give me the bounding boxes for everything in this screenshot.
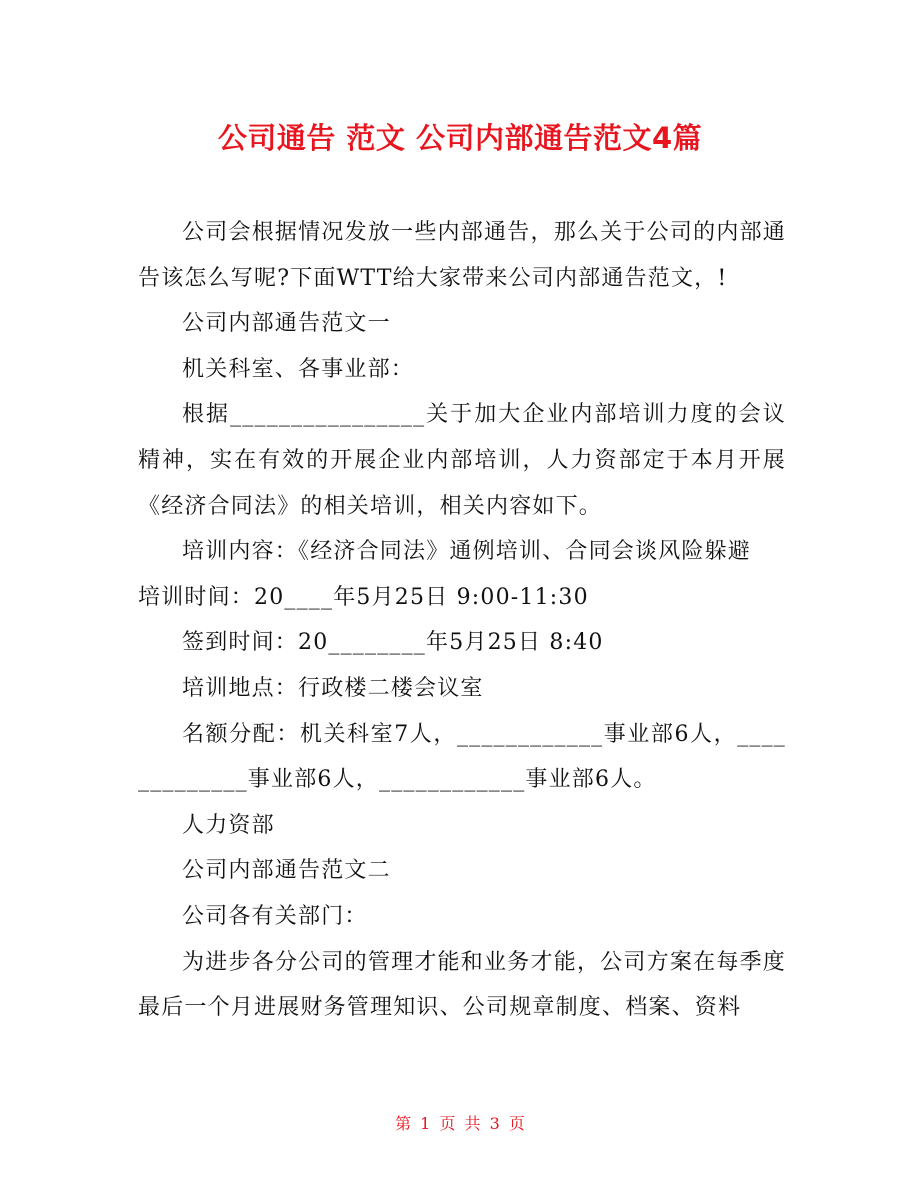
training-content: 培训内容：《经济合同法》通例培训、合同会谈风险躲避 [182, 539, 752, 565]
sign-in-time: 签到时间：20________年5月25日 8:40 [182, 630, 604, 656]
section-heading-two: 公司内部通告范文二 [182, 858, 391, 884]
paragraph-intro: 公司会根据情况发放一些内部通告，那么关于公司的内部通告该怎么写呢?下面WTT给大家带来公司内部通告范文，! [138, 220, 786, 291]
document-title: 公司通告 范文 公司内部通告范文4篇 [217, 121, 703, 155]
salutation-two: 公司各有关部门： [182, 903, 368, 929]
section-heading-one: 公司内部通告范文一 [182, 311, 391, 337]
signature-department: 人力资部 [182, 812, 275, 838]
page-footer: 第 1 页 共 3 页 [395, 1114, 525, 1133]
quota-allocation: 名额分配：机关科室7人，____________事业部6人，_____________事业部6人，____________事业部6人。 [138, 721, 786, 793]
paragraph-plan: 为进步各分公司的管理才能和业务才能，公司方案在每季度最后一个月进展财务管理知识、公司规章制度、档案、资料 [138, 949, 786, 1021]
training-location: 培训地点：行政楼二楼会议室 [182, 675, 484, 701]
document-body [138, 210, 786, 1031]
paragraph-basis: 根据________________关于加大企业内部培训力度的会议精神，实在有效的开展企业内部培训，人力资部定于本月开展《经济合同法》的相关培训，相关内容如下。 [138, 402, 786, 519]
training-time: 培训时间：20____年5月25日 9:00-11:30 [138, 584, 589, 610]
salutation-one: 机关科室、各事业部： [182, 356, 415, 382]
